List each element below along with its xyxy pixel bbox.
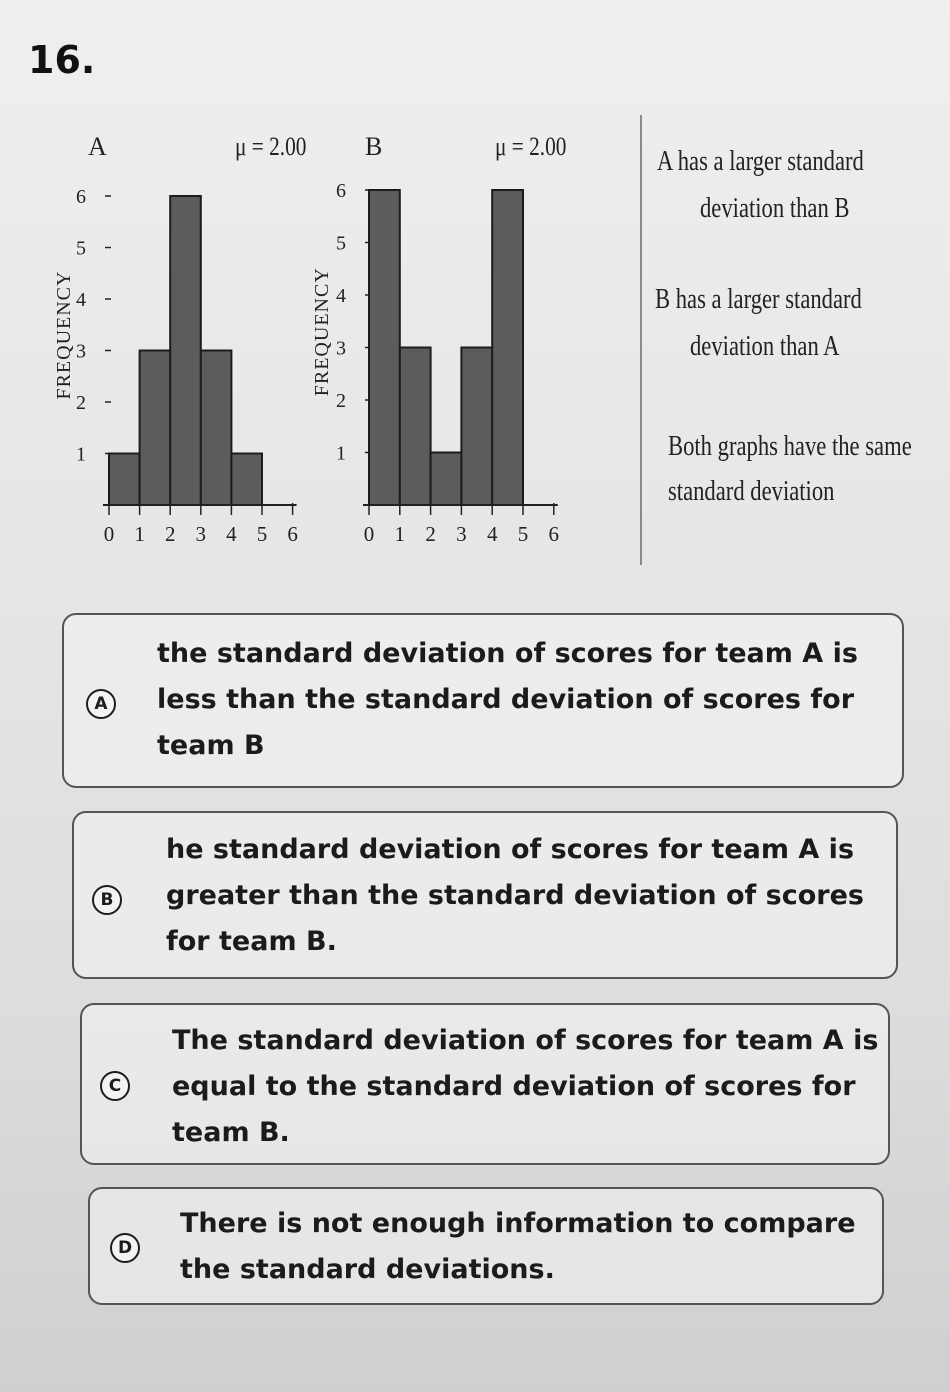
statement-b-larger-line2: deviation than A [690, 330, 840, 362]
y-tick-label: 2 [336, 390, 346, 412]
choice-c-text [172, 1018, 878, 1156]
statement-same-line2: standard deviation [668, 475, 835, 507]
histograms-svg [40, 115, 640, 585]
choice-b-text [166, 827, 864, 965]
histogram-bar [231, 454, 262, 506]
y-tick-label: 3 [76, 340, 86, 363]
x-tick-label: 0 [363, 522, 375, 546]
choice-a-line2: less than the standard deviation of scores for [157, 684, 855, 715]
y-tick-label: 1 [336, 442, 346, 465]
choice-b-letter: B [92, 885, 122, 915]
choice-a-text [157, 631, 858, 769]
chart-a-ylabel: FREQUENCY [53, 270, 75, 400]
choice-b-line2: greater than the standard deviation of scores [166, 880, 864, 911]
histogram-bar [140, 351, 171, 506]
choice-d[interactable] [88, 1187, 884, 1305]
statement-a-larger-line2: deviation than B [700, 192, 850, 224]
x-tick-label: 3 [456, 522, 467, 546]
x-tick-label: 1 [394, 522, 406, 546]
chart-b-title: B [365, 132, 383, 161]
histogram-bar [431, 453, 462, 506]
x-tick-label: 4 [226, 522, 237, 546]
histogram-a [53, 132, 306, 546]
choice-d-line1: There is not enough information to compare [180, 1208, 856, 1239]
x-tick-label: 0 [103, 522, 115, 546]
x-tick-label: 1 [134, 522, 145, 546]
divider-line [640, 115, 642, 565]
choice-b-line1: he standard deviation of scores for team A is [166, 834, 855, 865]
y-tick-label: 6 [336, 180, 346, 202]
chart-a-title: A [88, 132, 107, 161]
statement-b-larger-line1: B has a larger standard [655, 283, 862, 315]
question-number: 16. [28, 38, 96, 82]
x-tick-label: 3 [195, 522, 207, 546]
choice-a-letter: A [86, 689, 116, 719]
choice-b-line3: for team B. [166, 926, 337, 957]
y-tick-label: 2 [76, 392, 86, 414]
x-tick-label: 2 [164, 522, 176, 546]
y-tick-label: 1 [76, 443, 86, 466]
chart-b-ylabel: FREQUENCY [311, 267, 333, 397]
histogram-bar [400, 348, 431, 506]
y-tick-label: 6 [76, 186, 86, 208]
histogram-bar [109, 454, 140, 506]
x-tick-label: 4 [486, 522, 498, 546]
histogram-b [311, 132, 566, 546]
histogram-bar [201, 351, 232, 506]
choice-c-line2: equal to the standard deviation of scores for [172, 1071, 856, 1102]
choice-c-line3: team B. [172, 1117, 290, 1148]
choice-a-line1: the standard deviation of scores for team A is [157, 638, 858, 669]
y-tick-label: 4 [76, 289, 86, 311]
choice-a[interactable] [62, 613, 904, 788]
statement-a-larger-line1: A has a larger standard [657, 145, 864, 177]
histogram-bar [492, 190, 523, 505]
histogram-bar [369, 190, 400, 505]
x-tick-label: 6 [548, 522, 560, 546]
y-tick-label: 5 [336, 232, 346, 255]
choice-d-line2: the standard deviations. [180, 1254, 555, 1285]
choice-a-line3: team B [157, 730, 265, 761]
choice-d-text [180, 1201, 856, 1293]
choice-d-letter: D [110, 1233, 140, 1263]
y-tick-label: 4 [336, 285, 346, 307]
x-tick-label: 5 [517, 522, 529, 546]
statement-same-line1: Both graphs have the same [668, 430, 912, 462]
histogram-bar [170, 196, 201, 505]
x-tick-label: 6 [287, 522, 298, 546]
choice-b[interactable] [72, 811, 898, 979]
histogram-bar [461, 348, 492, 506]
choice-c-letter: C [100, 1071, 130, 1101]
y-tick-label: 3 [336, 337, 346, 360]
chart-a-mean: μ = 2.00 [235, 133, 307, 162]
choice-c[interactable] [80, 1003, 890, 1165]
x-tick-label: 5 [256, 522, 268, 546]
y-tick-label: 5 [76, 237, 86, 260]
chart-b-mean: μ = 2.00 [495, 133, 567, 162]
choice-c-line1: The standard deviation of scores for team A is [172, 1025, 879, 1056]
x-tick-label: 2 [425, 522, 436, 546]
